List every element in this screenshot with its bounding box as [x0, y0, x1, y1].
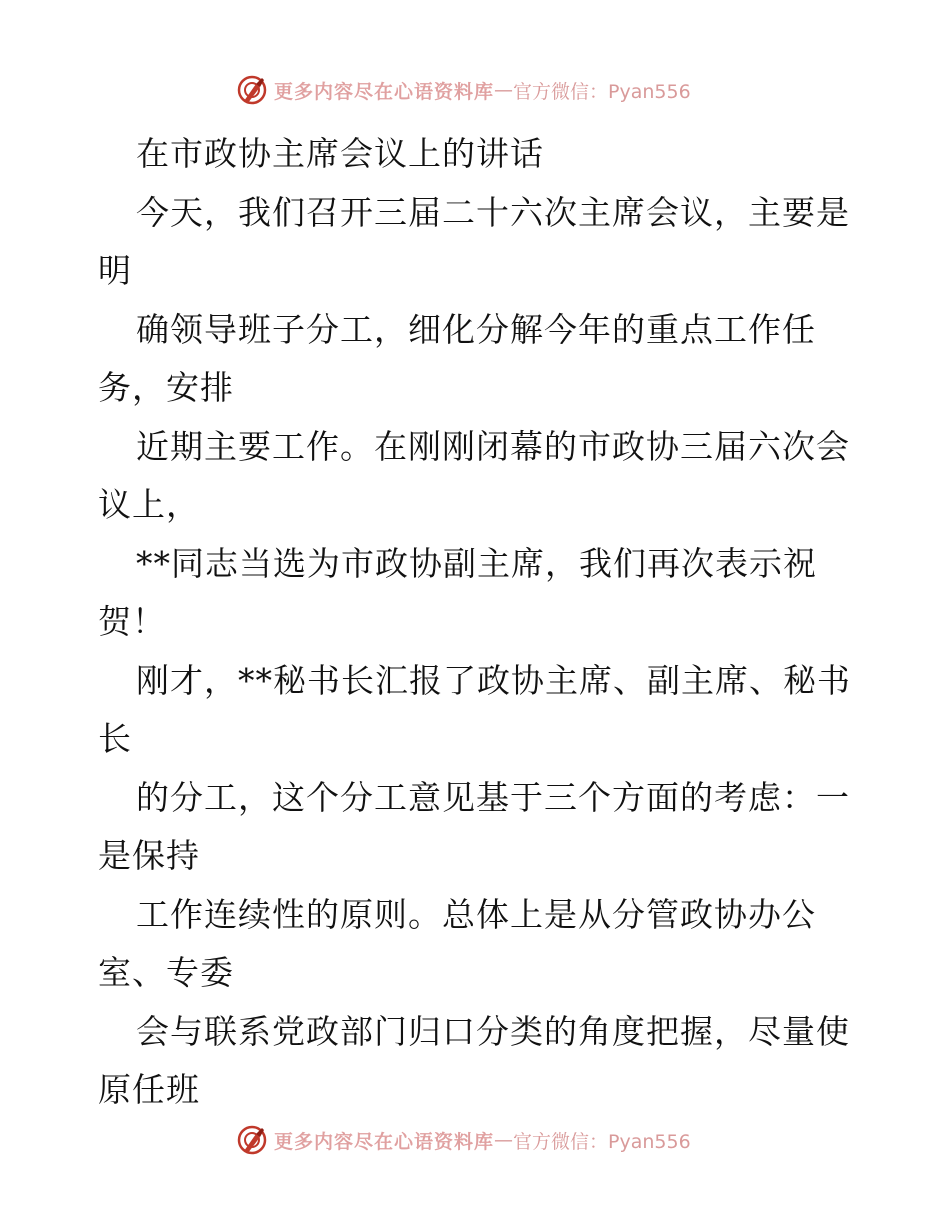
- banner-brand-text: 更多内容尽在心语资料库: [274, 1130, 495, 1153]
- paragraph-line: 是保持: [98, 836, 200, 875]
- paragraph-line: 近期主要工作。在刚刚闭幕的市政协三届六次会: [136, 426, 850, 466]
- paragraph-line: 的分工，这个分工意见基于三个方面的考虑：一: [136, 777, 850, 817]
- banner-separator: —: [494, 79, 514, 101]
- document-body: [98, 125, 858, 1120]
- banner-contact-text: 官方微信：Pyan556: [513, 80, 691, 103]
- paragraph-line: 刚才，**秘书长汇报了政协主席、副主席、秘书: [136, 660, 851, 700]
- banner-brand-text: 更多内容尽在心语资料库: [274, 80, 495, 103]
- paragraph-line: 长: [98, 719, 132, 758]
- banner-separator: —: [494, 1129, 514, 1151]
- footer-watermark-banner: [236, 1122, 756, 1158]
- document-title: 在市政协主席会议上的讲话: [136, 134, 544, 173]
- paragraph-line: 今天，我们召开三届二十六次主席会议，主要是: [136, 192, 850, 232]
- header-watermark-banner: [236, 72, 756, 108]
- banner-contact-text: 官方微信：Pyan556: [513, 1130, 691, 1153]
- paragraph-line: 工作连续性的原则。总体上是从分管政协办公: [136, 894, 816, 934]
- pen-logo-icon: [236, 74, 268, 106]
- paragraph-line: **同志当选为市政协副主席，我们再次表示祝: [136, 543, 817, 583]
- paragraph-line: 贺！: [98, 602, 166, 641]
- paragraph-line: 确领导班子分工，细化分解今年的重点工作任: [136, 309, 816, 349]
- pen-logo-icon: [236, 1124, 268, 1156]
- paragraph-line: 务，安排: [98, 368, 234, 407]
- paragraph-line: 会与联系党政部门归口分类的角度把握，尽量使: [136, 1011, 850, 1051]
- paragraph-line: 原任班: [98, 1070, 200, 1109]
- paragraph-line: 室、专委: [98, 953, 234, 992]
- paragraph-line: 明: [98, 251, 132, 290]
- paragraph-line: 议上，: [98, 485, 200, 524]
